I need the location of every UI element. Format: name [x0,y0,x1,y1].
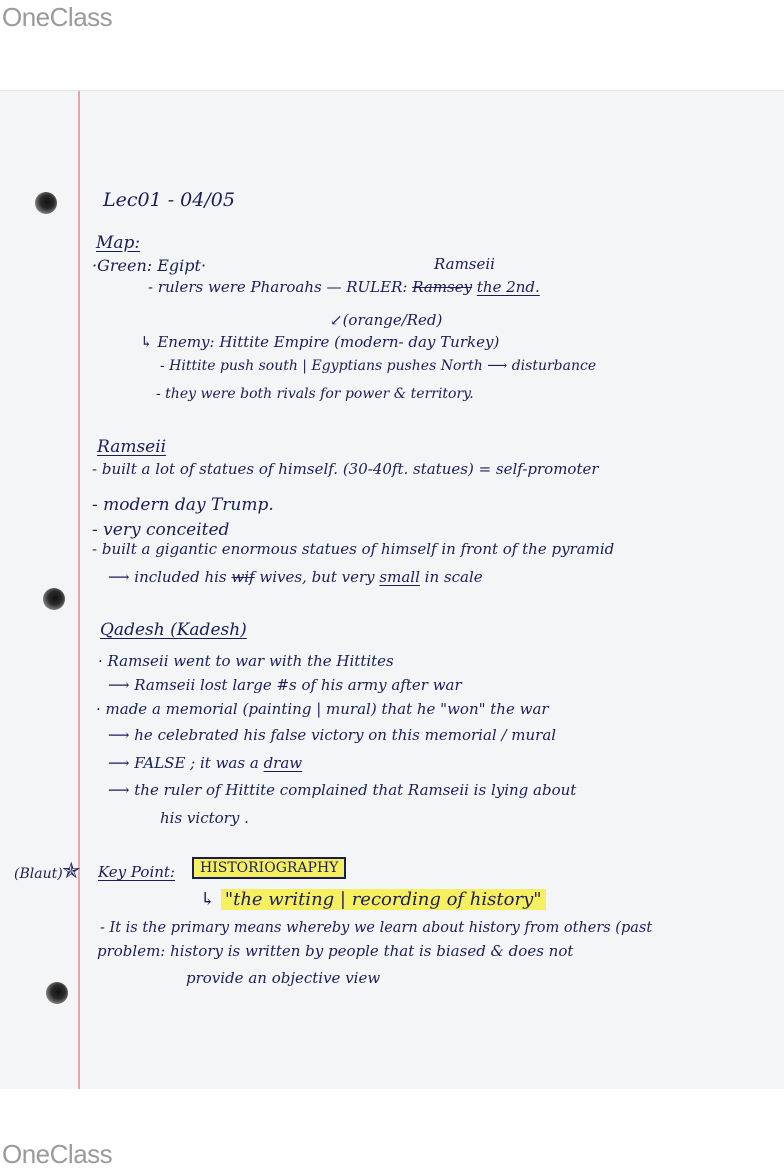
rivals-line: - they were both rivals for power & territory. [156,386,474,402]
statues-line: - built a lot of statues of himself. (30-40ft. statues) = self-promoter [92,460,599,478]
blaut-note: (Blaut) [14,866,63,882]
oneclass-logo-top: OneClass [2,2,113,32]
conceited-line: - very conceited [92,520,230,540]
definition-arrow-icon: ↳ [200,889,216,910]
hittite-push-line: - Hittite push south | Egyptians pushes North ⟶ disturbance [160,358,597,374]
primary-line: - It is the primary means whereby we learn about history from others (past [100,920,653,936]
gigantic-line: - built a gigantic enormous statues of himself in front of the pyramid [92,540,615,558]
lost-line: ⟶ Ramseii lost large #s of his army after war [108,676,462,694]
ruler-suffix: the 2nd. [476,278,540,296]
historiography-box: HISTORIOGRAPHY [192,857,346,879]
key-point-label: Key Point: [98,863,175,881]
false-prefix: ⟶ FALSE ; it was a [108,754,259,772]
definition-line [200,891,546,909]
objective-line: provide an objective view [186,969,381,987]
historiography-term [192,861,346,875]
map-green-line: ·Green: Egipt· [92,256,207,275]
victory-line: his victory . [160,809,249,827]
rulers-line [148,280,540,295]
complained-line: ⟶ the ruler of Hittite complained that Ramseii is lying about [108,781,577,799]
star-icon: ✯ [62,859,81,884]
orange-red-note: ↙(orange/Red) [330,311,443,329]
oneclass-logo-bottom: OneClass [2,1139,113,1169]
ramseii-label: Ramseii [434,255,495,273]
binder-hole-top [35,192,57,214]
included-mid: wives, but very [259,568,375,586]
enemy-line: ↳ Enemy: Hittite Empire (modern- day Turkey) [140,333,500,351]
lecture-header: Lec01 - 04/05 [103,189,235,211]
included-line [108,570,483,585]
included-suffix: in scale [424,568,483,586]
qadesh-heading: Qadesh (Kadesh) [100,620,247,640]
binder-hole-middle [43,588,65,610]
ramseii-heading: Ramseii [97,437,167,457]
memorial-line: · made a memorial (painting | mural) that he "won" the war [96,700,549,718]
included-prefix: ⟶ included his [108,568,227,586]
definition-text: "the writing | recording of history" [221,889,546,910]
included-struck: wif [231,568,255,586]
war-line: · Ramseii went to war with the Hittites [98,652,394,670]
ruler-struck: Ramsey [412,278,473,296]
false-draw: draw [263,754,303,772]
binder-hole-bottom [46,982,68,1004]
margin-line [78,91,80,1089]
map-heading: Map: [96,233,141,253]
included-small: small [379,568,420,586]
notebook-page [0,90,784,1089]
rulers-prefix: - rulers were Pharoahs — RULER: [148,278,408,296]
celebrated-line: ⟶ he celebrated his false victory on this memorial / mural [108,726,557,744]
trump-line: - modern day Trump. [92,495,274,515]
problem-line: problem: history is written by people that is biased & does not [97,942,574,960]
false-line [108,756,302,771]
